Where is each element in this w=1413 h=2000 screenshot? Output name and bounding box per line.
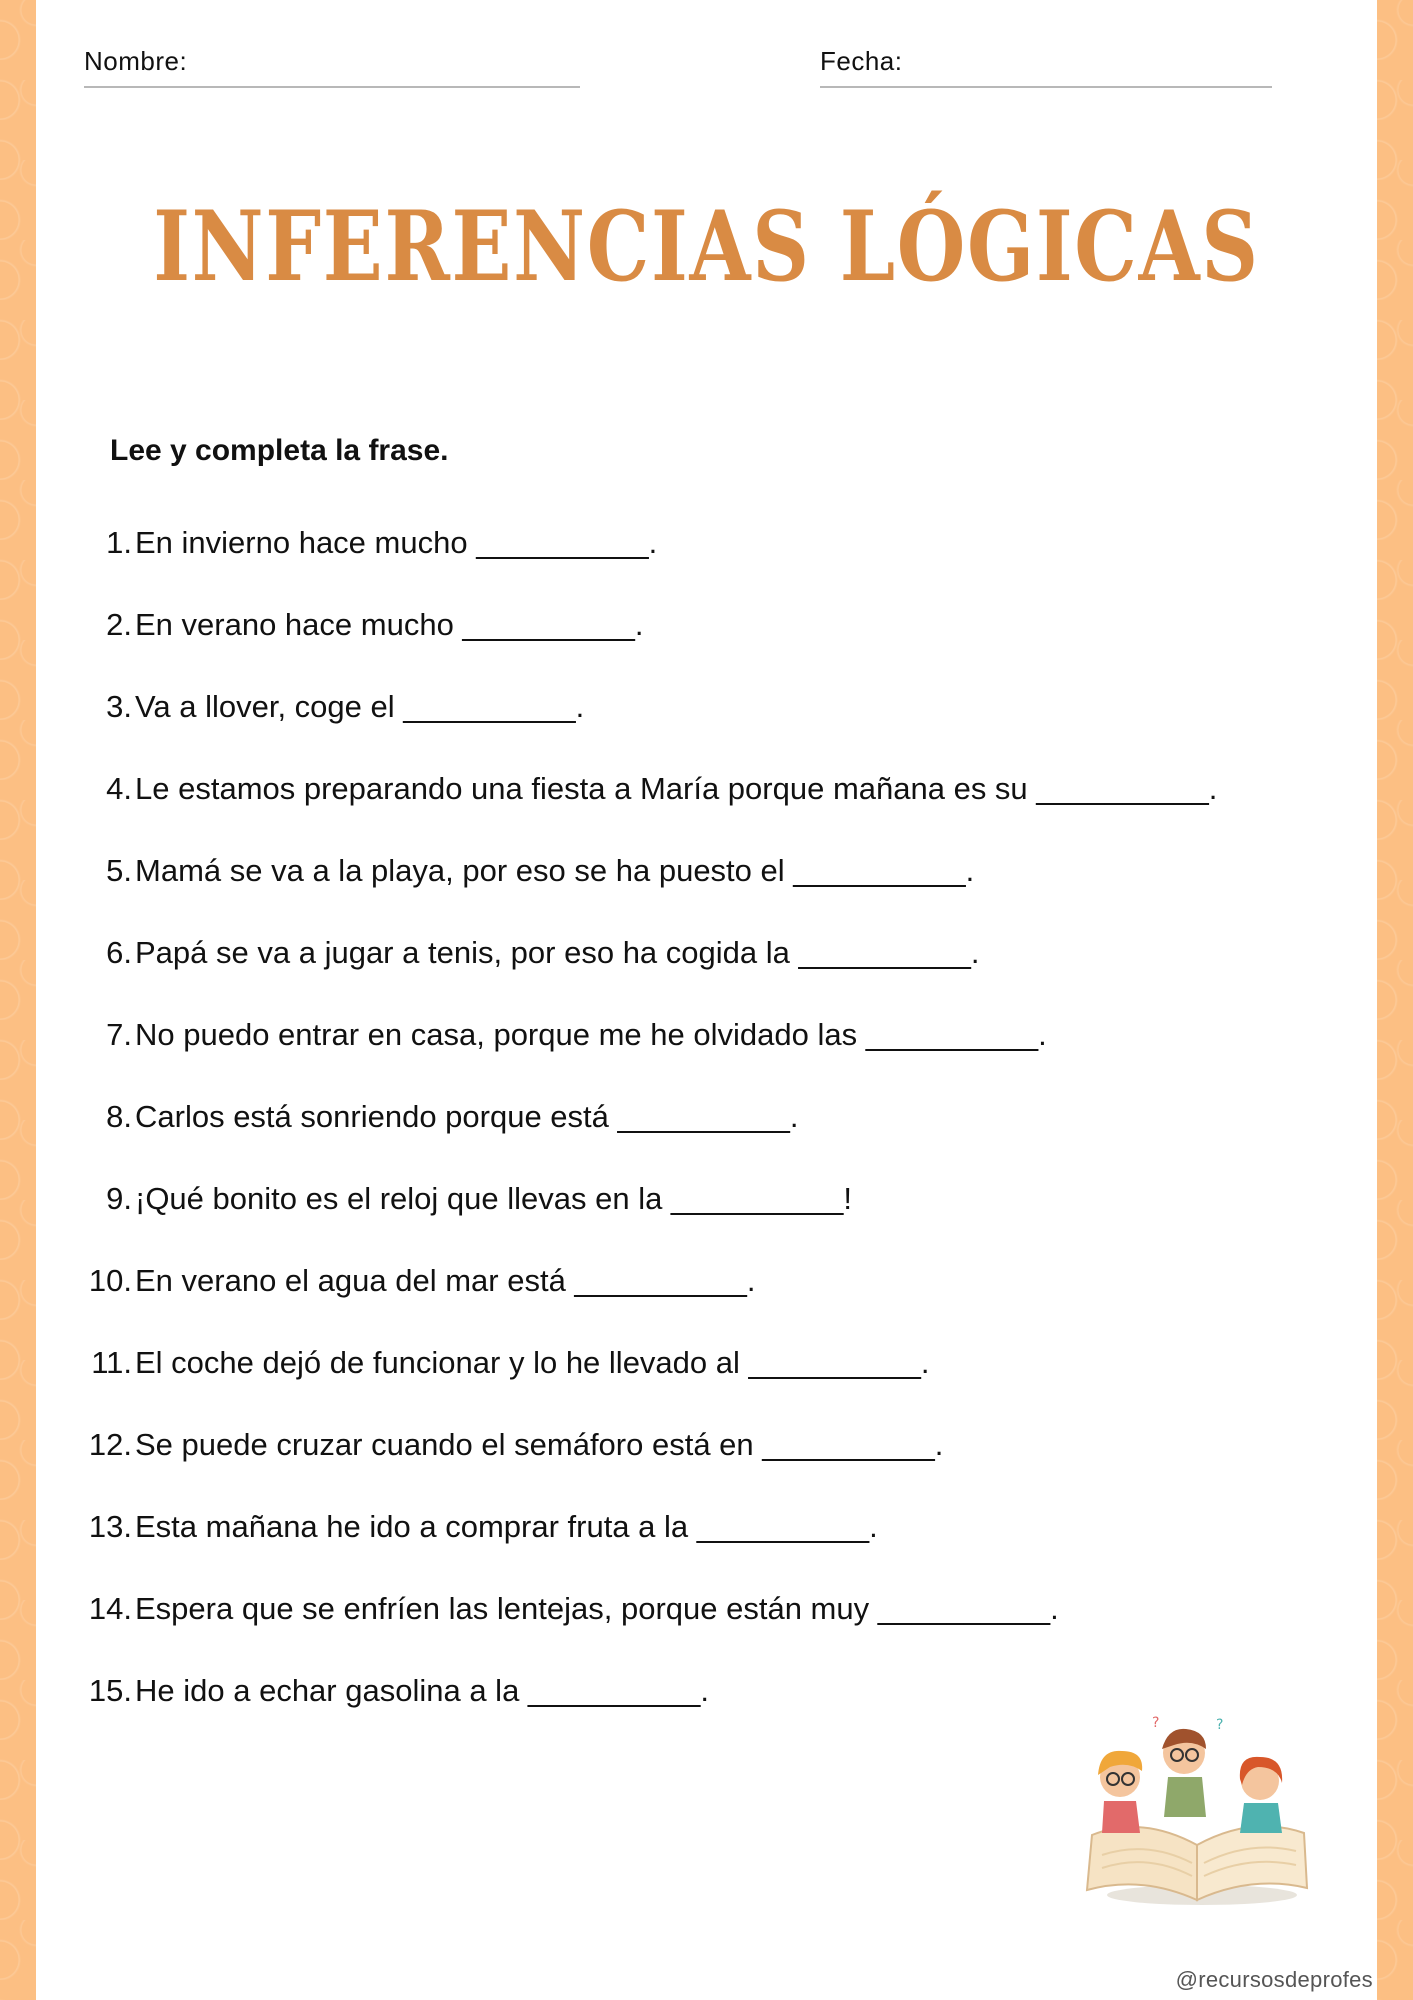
question-text: Va a llover, coge el __________. [135,689,585,724]
question-number: 5. [106,853,132,888]
svg-text:?: ? [1152,1715,1160,1731]
question-number: 7. [106,1017,132,1052]
question-number: 2. [106,607,132,642]
question-text: Papá se va a jugar a tenis, por eso ha cogida la __________. [135,935,980,970]
question-text: He ido a echar gasolina a la __________. [135,1673,709,1708]
question-text: En verano hace mucho __________. [135,607,644,642]
question-number: 6. [106,935,132,970]
date-label: Fecha: [820,46,903,76]
question-number: 15. [88,1673,132,1708]
question-number: 13. [88,1509,132,1544]
question-text: ¡Qué bonito es el reloj que llevas en la __________! [135,1181,852,1216]
question-number: 12. [88,1427,132,1462]
page-title: INFERENCIAS LÓGICAS [153,190,1260,303]
question-text: Espera que se enfríen las lentejas, porque están muy __________. [135,1591,1059,1626]
question-text: En invierno hace mucho __________. [135,525,658,560]
credit-watermark: @recursosdeprofes [1175,1967,1373,1992]
svg-text:?: ? [1216,1717,1224,1733]
question-text: Carlos está sonriendo porque está __________. [135,1099,799,1134]
question-number: 1. [106,525,132,560]
name-underline [84,86,580,88]
question-text: En verano el agua del mar está __________. [135,1263,756,1298]
question-number: 14. [88,1591,132,1626]
question-text: Esta mañana he ido a comprar fruta a la __________. [135,1509,878,1544]
instruction-text: Lee y completa la frase. [110,434,449,467]
question-number: 9. [106,1181,132,1216]
question-number: 4. [106,771,132,806]
date-field[interactable] [820,46,1272,77]
decorative-border-right [1377,0,1413,2000]
name-label: Nombre: [84,46,188,76]
question-text: Mamá se va a la playa, por eso se ha puesto el __________. [135,853,975,888]
date-underline [820,86,1272,88]
name-field[interactable] [84,46,580,77]
question-text: No puedo entrar en casa, porque me he olvidado las __________. [135,1017,1047,1052]
question-text: El coche dejó de funcionar y lo he llevado al __________. [135,1345,930,1380]
question-number: 3. [106,689,132,724]
question-number: 10. [88,1263,132,1298]
question-number: 8. [106,1099,132,1134]
question-text: Le estamos preparando una fiesta a María porque mañana es su __________. [135,771,1218,806]
question-text: Se puede cruzar cuando el semáforo está en __________. [135,1427,944,1462]
question-number: 11. [91,1345,132,1380]
children-reading-book-illustration [1082,1705,1312,1915]
